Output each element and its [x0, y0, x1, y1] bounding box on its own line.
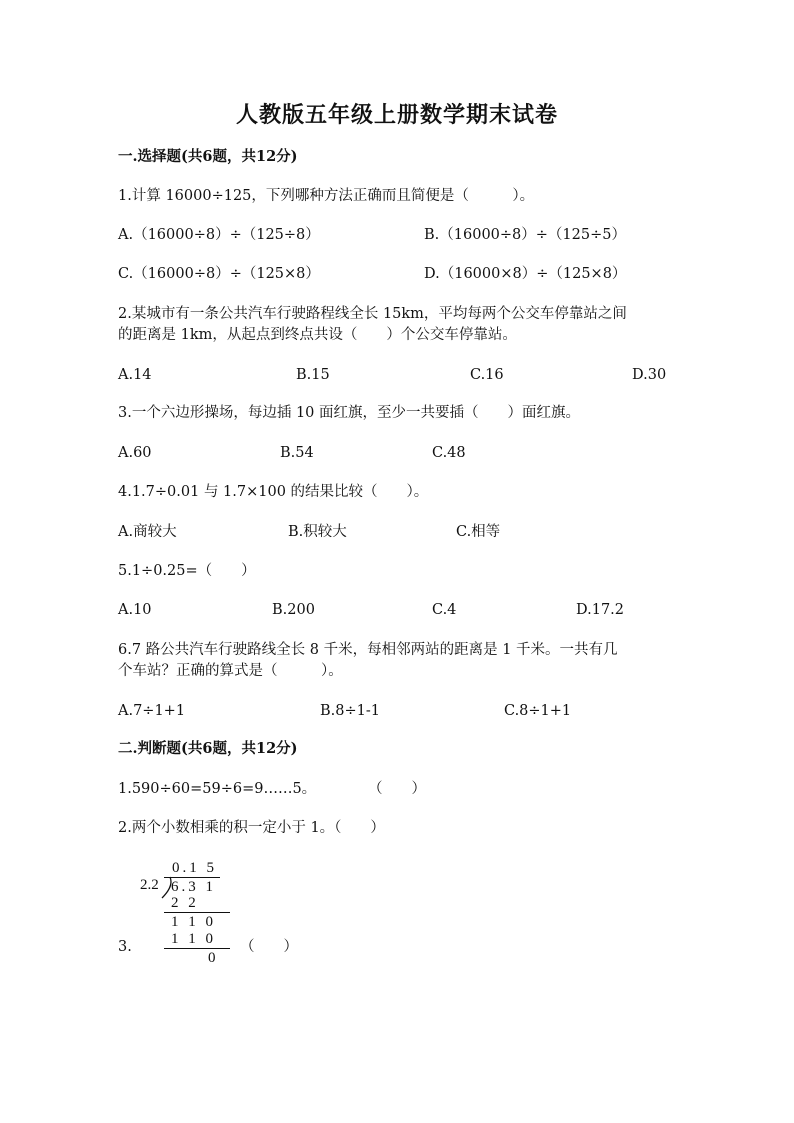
judge-question-3-number: 3.: [118, 939, 132, 955]
division-remainder: 0: [208, 950, 219, 966]
question-2-option-c[interactable]: C.16: [470, 367, 504, 383]
division-quotient: 0.1 5: [172, 860, 217, 876]
question-1-option-b[interactable]: B.（16000÷8）÷（125÷5）: [424, 227, 626, 243]
question-6-option-c[interactable]: C.8÷1+1: [504, 703, 572, 719]
question-5-option-d[interactable]: D.17.2: [576, 602, 625, 618]
question-5-option-a[interactable]: A.10: [118, 602, 152, 618]
page-title: 人教版五年级上册数学期末试卷: [235, 102, 558, 128]
division-step-3: 1 1 0: [171, 931, 216, 947]
judge-question-1-stem: 1.590÷60=59÷6=9……5。: [118, 781, 317, 797]
section-heading-multiple-choice: 一.选择题(共6题，共12分): [118, 148, 298, 165]
question-1-option-c[interactable]: C.（16000÷8）÷（125×8）: [118, 266, 320, 282]
question-5-option-c[interactable]: C.4: [432, 602, 457, 618]
long-division-figure: [138, 856, 238, 968]
section-heading-true-false: 二.判断题(共6题，共12分): [118, 740, 298, 757]
judge-question-3-answer-blank[interactable]: （ ）: [240, 939, 298, 955]
division-step-1: 2 2: [171, 895, 199, 911]
question-1-stem: 1.计算 16000÷125，下列哪种方法正确而且简便是（ ）。: [118, 188, 535, 204]
question-2-option-d[interactable]: D.30: [632, 367, 667, 383]
question-2-stem-line-1: 2.某城市有一条公共汽车行驶路程线全长 15km，平均每两个公交车停靠站之间: [118, 306, 627, 322]
question-6-option-a[interactable]: A.7÷1+1: [118, 703, 186, 719]
question-4-option-b[interactable]: B.积较大: [288, 524, 347, 540]
question-4-option-a[interactable]: A.商较大: [118, 524, 177, 540]
question-4-option-c[interactable]: C.相等: [456, 524, 501, 540]
question-3-stem: 3.一个六边形操场，每边插 10 面红旗，至少一共要插（ ）面红旗。: [118, 405, 581, 421]
question-2-stem-line-2: 的距离是 1km，从起点到终点共设（ ）个公交车停靠站。: [118, 327, 517, 343]
division-divisor: 2.2: [140, 877, 159, 893]
division-step-3-bar: [164, 948, 230, 949]
question-3-option-a[interactable]: A.60: [118, 445, 152, 461]
question-4-stem: 4.1.7÷0.01 与 1.7×100 的结果比较（ ）。: [118, 484, 429, 500]
judge-question-2-stem: 2.两个小数相乘的积一定小于 1。（ ）: [118, 820, 385, 836]
question-6-option-b[interactable]: B.8÷1-1: [320, 703, 380, 719]
division-step-2: 1 1 0: [171, 914, 216, 930]
division-dividend: 6.3 1: [171, 879, 216, 895]
question-2-option-b[interactable]: B.15: [296, 367, 330, 383]
question-3-option-b[interactable]: B.54: [280, 445, 314, 461]
question-3-option-c[interactable]: C.48: [432, 445, 466, 461]
question-1-option-a[interactable]: A.（16000÷8）÷（125÷8）: [118, 227, 320, 243]
division-step-1-bar: [164, 912, 230, 913]
question-5-option-b[interactable]: B.200: [272, 602, 315, 618]
question-6-stem-line-1: 6.7 路公共汽车行驶路线全长 8 千米，每相邻两站的距离是 1 千米。一共有几: [118, 642, 618, 658]
judge-question-1-answer-blank[interactable]: （ ）: [368, 781, 426, 797]
question-6-stem-line-2: 个车站？正确的算式是（ ）。: [118, 663, 343, 679]
question-2-option-a[interactable]: A.14: [118, 367, 152, 383]
question-5-stem: 5.1÷0.25=（ ）: [118, 563, 256, 579]
question-1-option-d[interactable]: D.（16000×8）÷（125×8）: [424, 266, 627, 282]
